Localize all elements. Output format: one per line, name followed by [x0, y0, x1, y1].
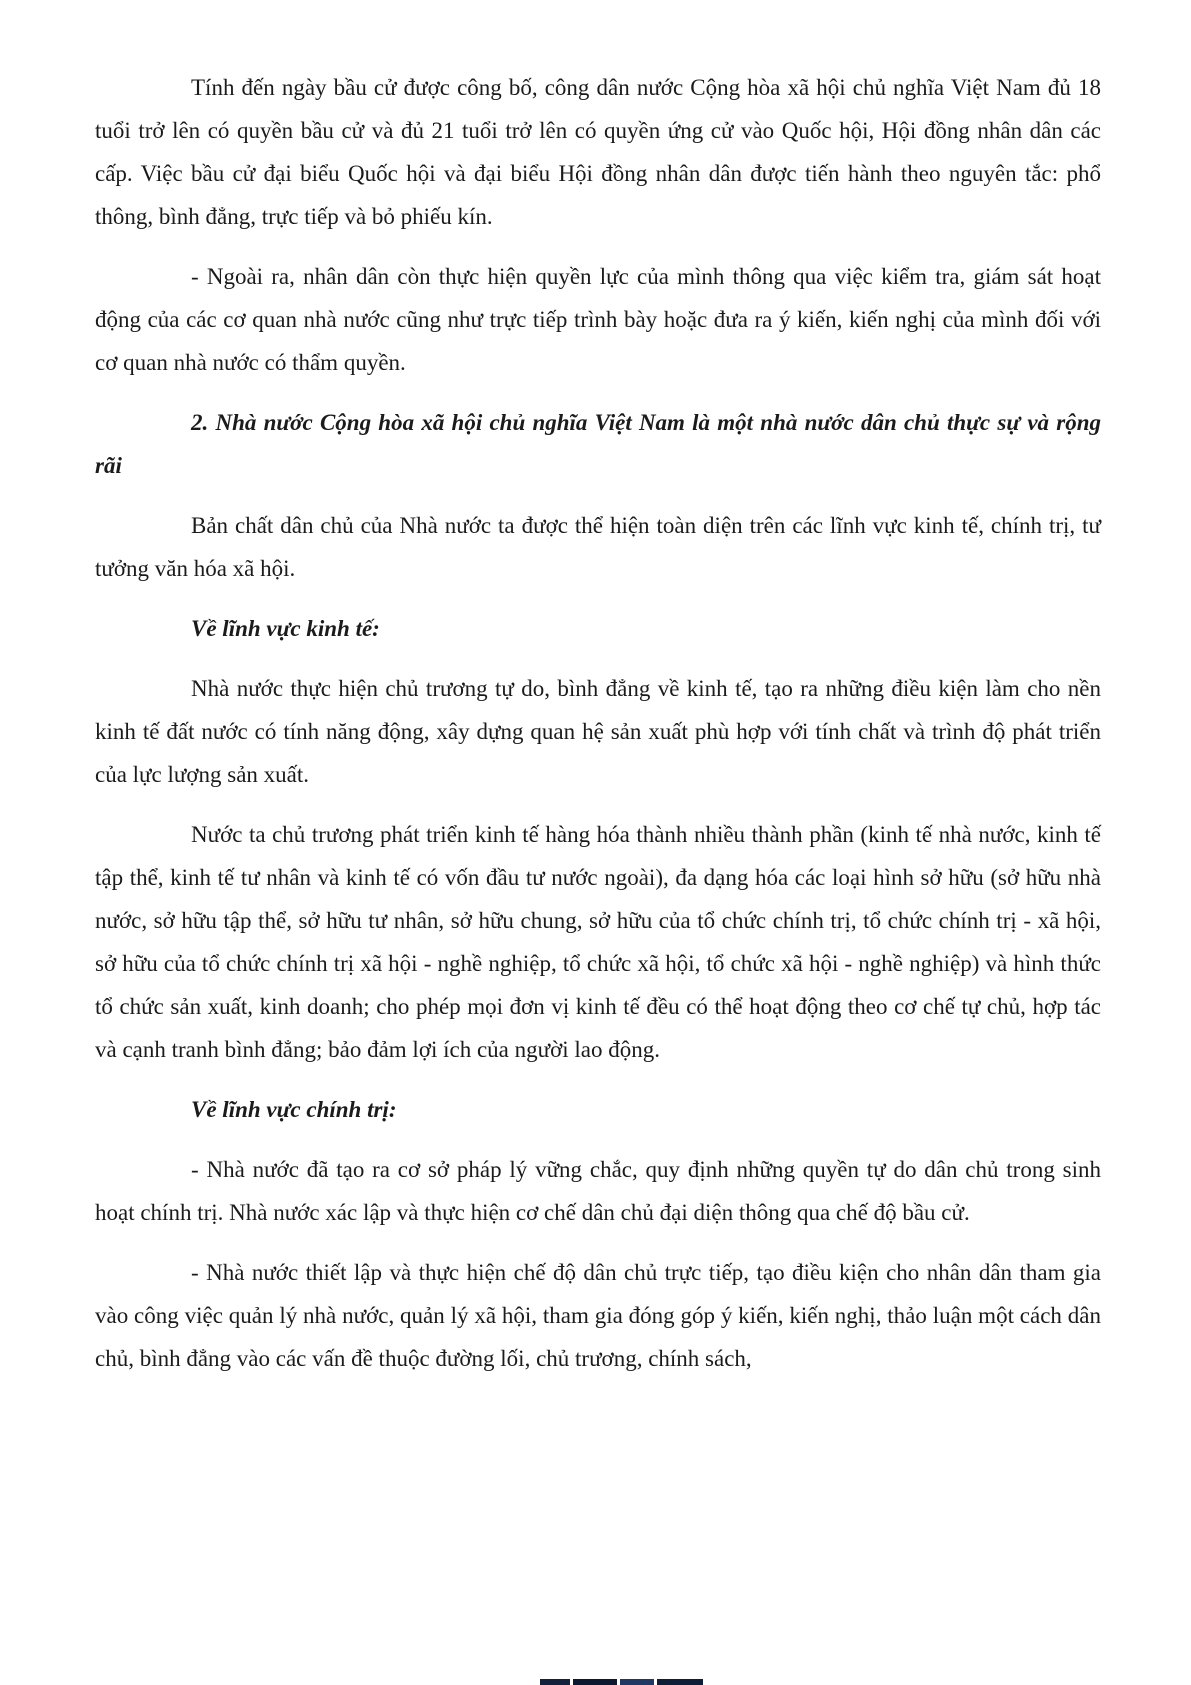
paragraph: Tính đến ngày bầu cử được công bố, công dân nước Cộng hòa xã hội chủ nghĩa Việt Nam đủ 18 tuổi trở lên có quyền bầu cử và đủ 21 tuổi trở lên có quyền ứng cử vào Quốc hội, Hội đồng nhân dân các cấp. Việc bầu cử đại biểu Quốc hội và đại biểu Hội đồng nhân dân được tiến hành theo nguyên tắc: phổ thông, bình đẳng, trực tiếp và bỏ phiếu kín.	[95, 75, 1101, 229]
subsection-heading-politics: Về lĩnh vực chính trị:	[191, 1097, 397, 1122]
paragraph: Nước ta chủ trương phát triển kinh tế hàng hóa thành nhiều thành phần (kinh tế nhà nước, kinh tế tập thể, kinh tế tư nhân và kinh tế có vốn đầu tư nước ngoài), đa dạng hóa các loại hình sở hữu (sở hữu nhà nước, sở hữu tập thể, sở hữu tư nhân, sở hữu chung, sở hữu của tổ chức chính trị, tổ chức chính trị - xã hội, sở hữu của tổ chức chính trị xã hội - nghề nghiệp, tổ chức xã hội, tổ chức xã hội - nghề nghiệp) và hình thức tổ chức sản xuất, kinh doanh; cho phép mọi đơn vị kinh tế đều có thể hoạt động theo cơ chế tự chủ, hợp tác và cạnh tranh bình đẳng; bảo đảm lợi ích của người lao động.	[95, 822, 1101, 1062]
paragraph: - Nhà nước đã tạo ra cơ sở pháp lý vững chắc, quy định những quyền tự do dân chủ trong sinh hoạt chính trị. Nhà nước xác lập và thực hiện cơ chế dân chủ đại diện thông qua chế độ bầu cử.	[95, 1157, 1101, 1225]
artifact-segment	[657, 1679, 703, 1685]
paragraph: Bản chất dân chủ của Nhà nước ta được thể hiện toàn diện trên các lĩnh vực kinh tế, chính trị, tư tưởng văn hóa xã hội.	[95, 513, 1101, 581]
paragraph: Nhà nước thực hiện chủ trương tự do, bình đẳng về kinh tế, tạo ra những điều kiện làm cho nền kinh tế đất nước có tính năng động, xây dựng quan hệ sản xuất phù hợp với tính chất và trình độ phát triển của lực lượng sản xuất.	[95, 676, 1101, 787]
section-heading: 2. Nhà nước Cộng hòa xã hội chủ nghĩa Việt Nam là một nhà nước dân chủ thực sự và rộng rãi	[95, 410, 1101, 478]
page-bottom-cutoff-artifact	[540, 1679, 703, 1685]
subsection-heading-economy: Về lĩnh vực kinh tế:	[191, 616, 380, 641]
paragraph: - Nhà nước thiết lập và thực hiện chế độ dân chủ trực tiếp, tạo điều kiện cho nhân dân tham gia vào công việc quản lý nhà nước, quản lý xã hội, tham gia đóng góp ý kiến, kiến nghị, thảo luận một cách dân chủ, bình đẳng vào các vấn đề thuộc đường lối, chủ trương, chính sách,	[95, 1260, 1101, 1371]
paragraph: - Ngoài ra, nhân dân còn thực hiện quyền lực của mình thông qua việc kiểm tra, giám sát hoạt động của các cơ quan nhà nước cũng như trực tiếp trình bày hoặc đưa ra ý kiến, kiến nghị của mình đối với cơ quan nhà nước có thẩm quyền.	[95, 264, 1101, 375]
artifact-segment	[573, 1679, 617, 1685]
artifact-segment	[620, 1679, 654, 1685]
document-page	[95, 66, 1101, 1397]
artifact-segment	[540, 1679, 570, 1685]
